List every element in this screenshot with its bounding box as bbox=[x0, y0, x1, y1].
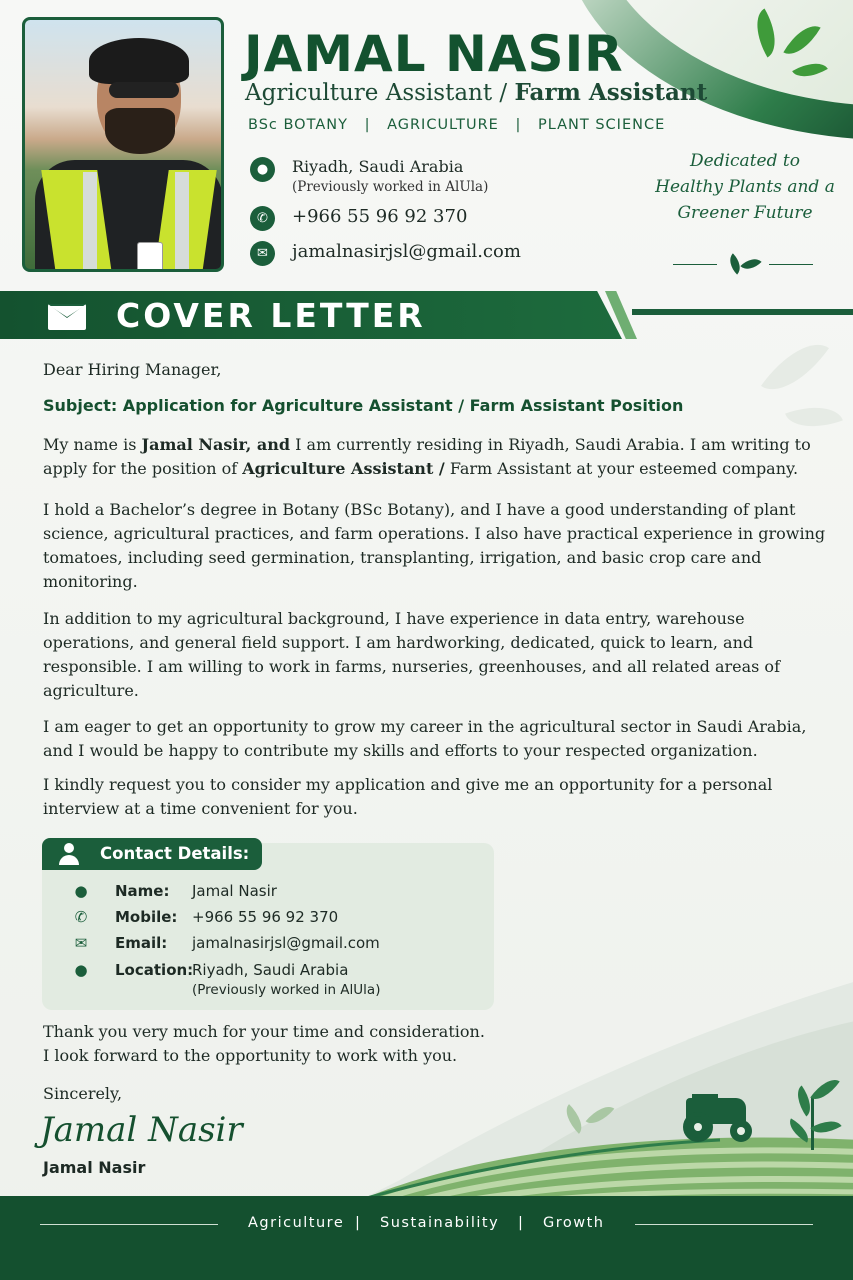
phone-icon: ✆ bbox=[250, 206, 275, 231]
leaf-watermark-icon bbox=[761, 329, 829, 406]
map-pin-icon: ● bbox=[250, 157, 275, 182]
footer-separator: | bbox=[355, 1215, 360, 1231]
closing-line: Thank you very much for your time and consideration. bbox=[43, 1022, 485, 1041]
footer-rule-right bbox=[635, 1224, 813, 1225]
contact-row-mobile bbox=[72, 907, 338, 927]
footer-separator: | bbox=[518, 1215, 523, 1231]
text-bold: Jamal Nasir bbox=[141, 435, 246, 454]
text-bold: Agriculture Assistant / bbox=[242, 459, 445, 478]
envelope-icon bbox=[48, 304, 86, 330]
leaf-watermark-icon bbox=[785, 396, 843, 438]
contact-label: Name: bbox=[115, 882, 170, 900]
contact-row-email bbox=[72, 933, 380, 953]
header-phone bbox=[250, 206, 467, 231]
envelope-icon: ✉ bbox=[250, 241, 275, 266]
paragraph-experience: In addition to my agricultural background, I have experience in data entry, warehouse operations, and general field support. I am hardworking, dedicated, quick to learn, and responsible. I am willing to work in farms, nurseries, greenhouses, and all related areas of agriculture. bbox=[43, 609, 780, 700]
handwritten-signature: Jamal Nasir bbox=[40, 1110, 243, 1150]
tagline-rule-left bbox=[673, 264, 717, 265]
subject-line: Subject: Application for Agriculture Assistant / Farm Assistant Position bbox=[43, 396, 684, 415]
banner-line bbox=[632, 309, 853, 315]
contact-email-link[interactable]: jamalnasirjsl@gmail.com bbox=[192, 934, 380, 952]
profile-photo bbox=[22, 17, 224, 272]
contact-value: Jamal Nasir bbox=[192, 882, 277, 900]
qualifications bbox=[248, 114, 665, 136]
contact-row-name bbox=[72, 881, 277, 901]
text-bold: , and bbox=[245, 435, 291, 454]
footer-item: Sustainability bbox=[380, 1215, 500, 1231]
applicant-name: JAMAL NASIR bbox=[244, 25, 624, 83]
phone-text: +966 55 96 92 370 bbox=[292, 206, 468, 227]
contact-value: +966 55 96 92 370 bbox=[192, 908, 339, 926]
footer-item: Growth bbox=[543, 1215, 605, 1231]
location-note: (Previously worked in AlUla) bbox=[292, 179, 489, 195]
sign-off: Sincerely, bbox=[43, 1084, 123, 1103]
paragraph-education: I hold a Bachelor’s degree in Botany (BSc Botany), and I have a good understanding of plant science, agricultural practices, and farm operations. I also have practical experience in growing tomatoes, including seed germination, transplanting, irrigation, and basic crop care and monitoring. bbox=[43, 500, 826, 591]
paragraph-intro bbox=[43, 433, 833, 481]
location-text: Riyadh, Saudi Arabia bbox=[292, 157, 464, 176]
tractor-wheel bbox=[683, 1112, 713, 1142]
farm-landscape-illustration bbox=[360, 980, 853, 1200]
header-location bbox=[250, 157, 488, 197]
role-suffix: Farm Assistant bbox=[514, 79, 708, 106]
signed-name: Jamal Nasir bbox=[43, 1158, 146, 1177]
contact-label: Email: bbox=[115, 934, 168, 952]
tagline: Dedicated to Healthy Plants and a Greener Future bbox=[655, 151, 835, 223]
qualification-item: PLANT SCIENCE bbox=[537, 117, 666, 133]
user-icon bbox=[59, 843, 79, 865]
envelope-icon: ✉ bbox=[74, 934, 88, 952]
footer-bar bbox=[0, 1196, 853, 1280]
tractor-wheel bbox=[730, 1120, 752, 1142]
applicant-role bbox=[245, 78, 707, 108]
text-run: Farm Assistant at your esteemed company. bbox=[444, 459, 799, 478]
contact-note: (Previously worked in AlUla) bbox=[192, 982, 381, 998]
plant-stem bbox=[811, 1098, 814, 1150]
email-link[interactable]: jamalnasirjsl@gmail.com bbox=[292, 241, 521, 262]
contact-value: Riyadh, Saudi Arabia bbox=[192, 961, 349, 979]
header-email bbox=[250, 241, 521, 266]
contact-row-location bbox=[72, 960, 380, 1000]
contact-details-title: Contact Details: bbox=[100, 844, 250, 863]
contact-label: Mobile: bbox=[115, 908, 178, 926]
paragraph-motivation: I am eager to get an opportunity to grow my career in the agricultural sector in Saudi Arabia, and I would be happy to contribute my skills and efforts to your respected organization. bbox=[43, 717, 807, 760]
qualification-item: AGRICULTURE bbox=[387, 117, 499, 133]
user-icon: ● bbox=[74, 882, 88, 900]
leaf-icon bbox=[740, 253, 761, 274]
role-prefix: Agriculture Assistant / bbox=[245, 80, 508, 106]
text-run: My name is bbox=[43, 435, 142, 454]
salutation: Dear Hiring Manager, bbox=[43, 360, 222, 379]
footer-item: Agriculture bbox=[248, 1215, 345, 1231]
tagline-rule-right bbox=[769, 264, 813, 265]
paragraph-request: I kindly request you to consider my application and give me an opportunity for a personal interview at a time convenient for you. bbox=[43, 775, 773, 818]
text-run: I am currently residing in Riyadh, Saudi Arabia. I am writing to apply for the position of bbox=[43, 435, 811, 478]
section-title: COVER LETTER bbox=[116, 296, 426, 335]
closing-line: I look forward to the opportunity to work with you. bbox=[43, 1046, 458, 1065]
qualification-separator: | bbox=[364, 117, 371, 133]
map-pin-icon: ● bbox=[74, 961, 88, 979]
phone-icon: ✆ bbox=[74, 908, 88, 926]
qualification-item: BSc BOTANY bbox=[248, 117, 348, 133]
contact-label: Location: bbox=[115, 961, 194, 979]
qualification-separator: | bbox=[515, 117, 522, 133]
footer-rule-left bbox=[40, 1224, 218, 1225]
